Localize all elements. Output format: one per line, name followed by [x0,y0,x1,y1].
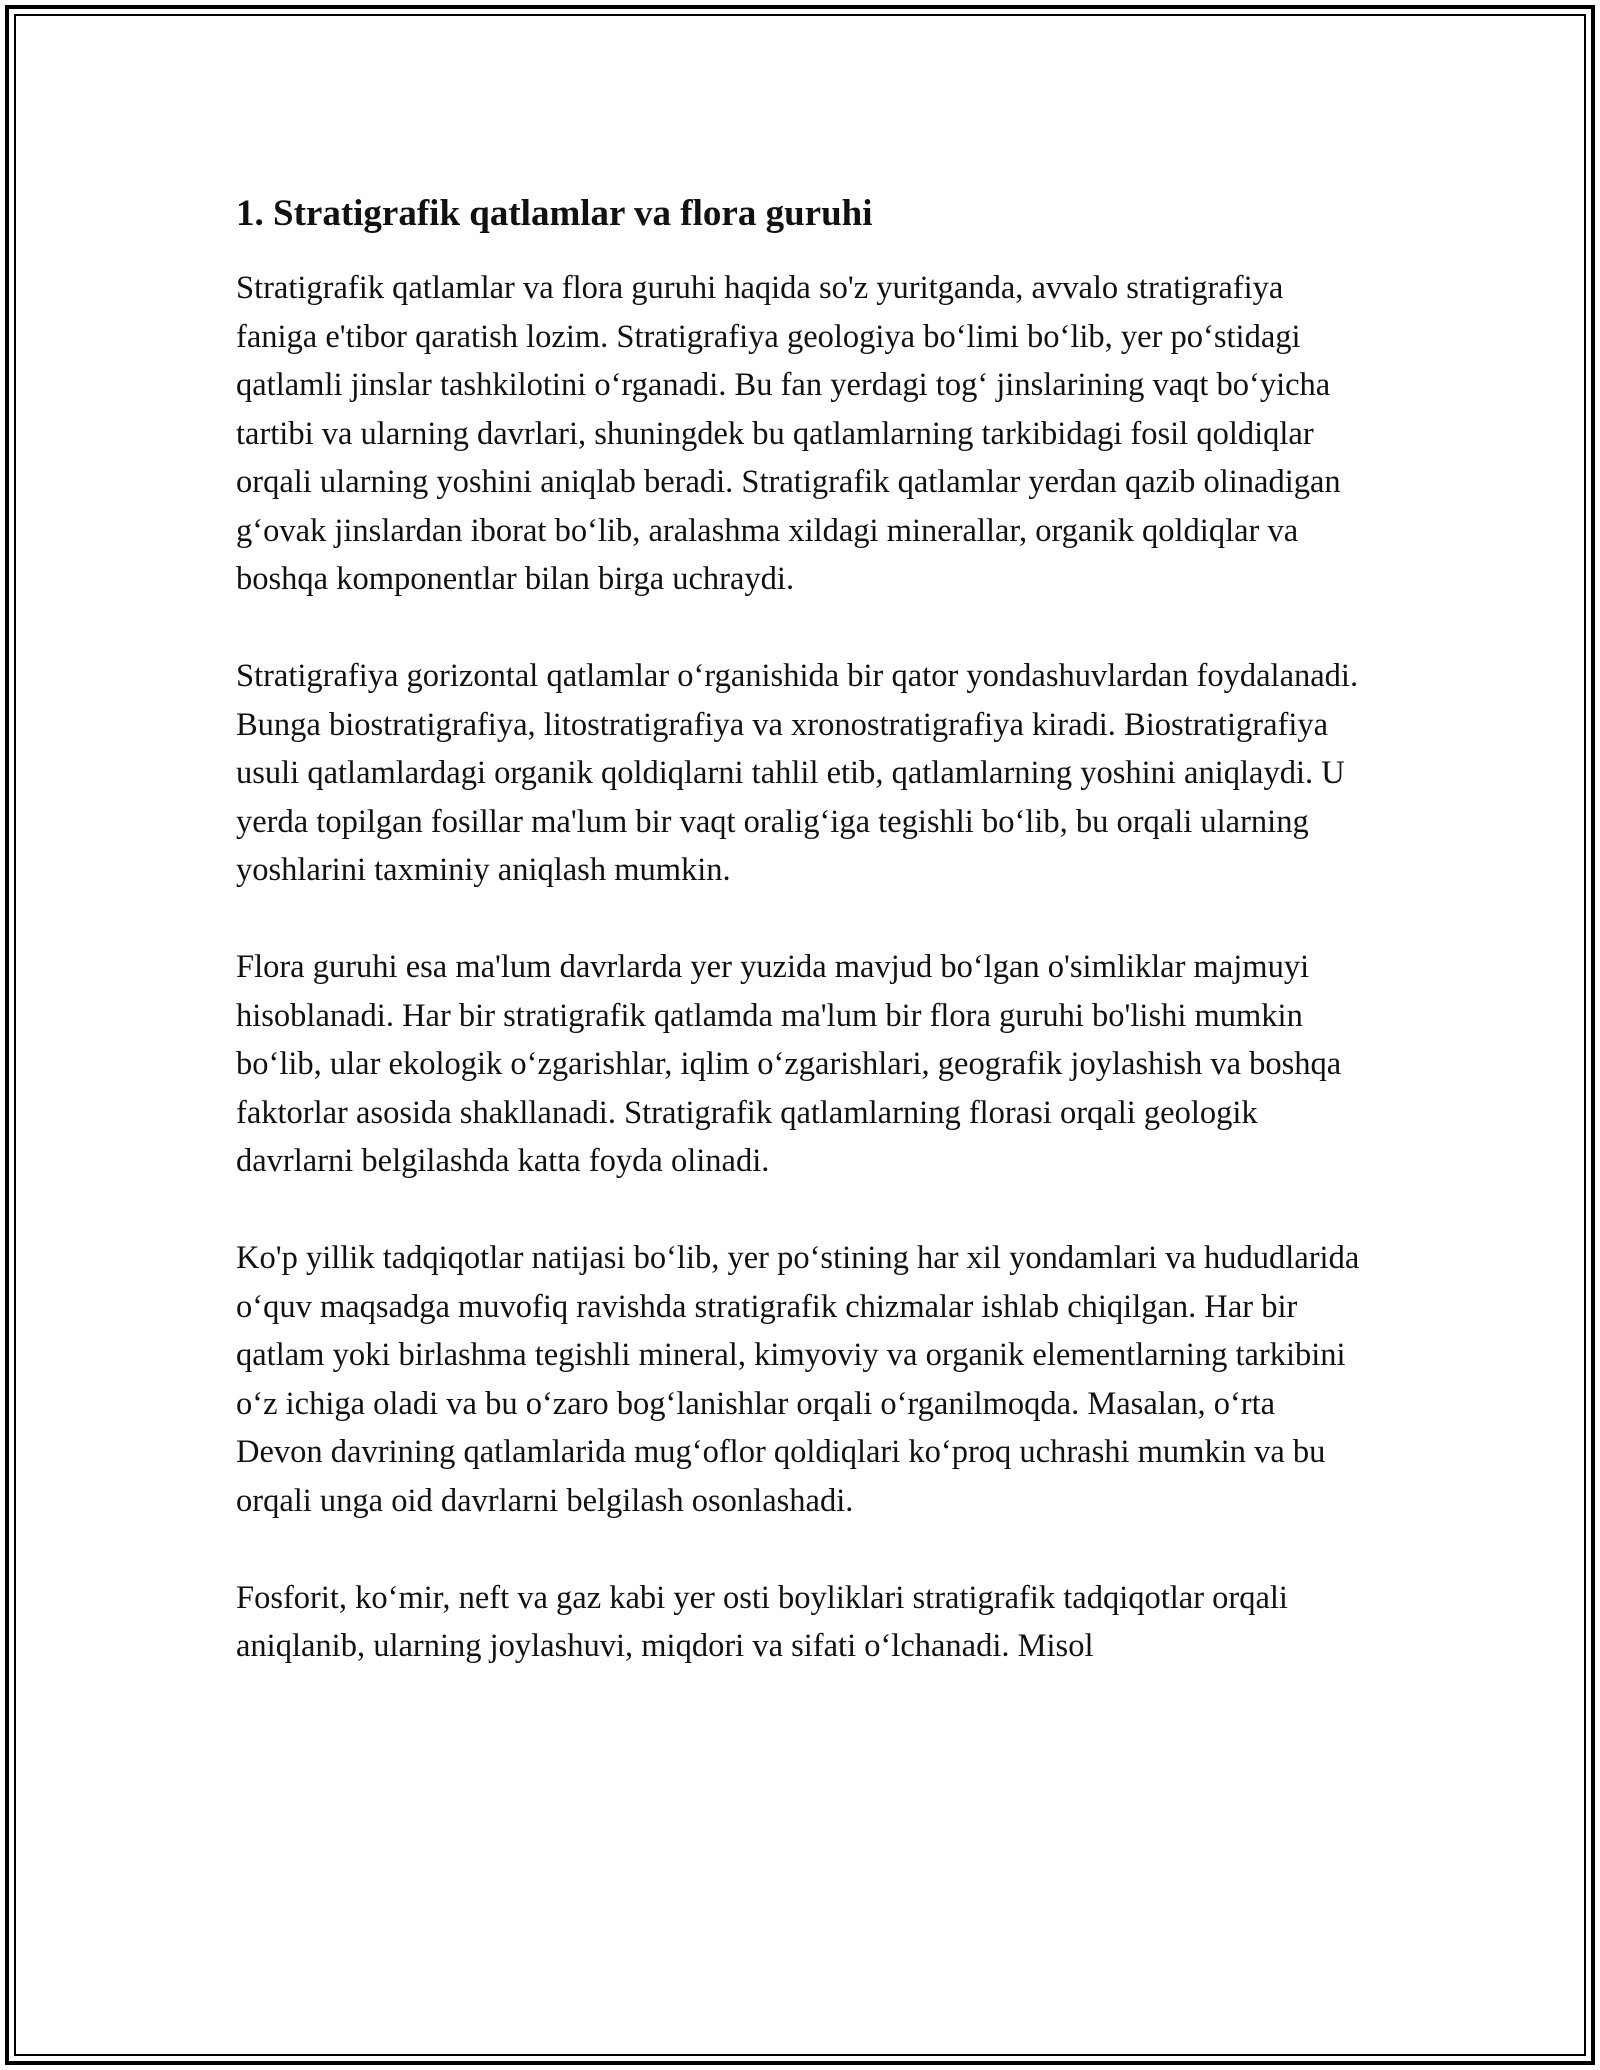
paragraph-4: Ko'p yillik tadqiqotlar natijasi bo‘lib, yer po‘stining har xil yondamlari va hududlarida o‘quv maqsadga muvofiq ravishda stratigrafik chizmalar ishlab chiqilgan. Har bir qatlam yoki birlashma tegishli mineral, kimyoviy va organik elementlarning tarkibini o‘z ichiga oladi va bu o‘zaro bog‘lanishlar orqali o‘rganilmoqda. Masalan, o‘rta Devon davrining qatlamlarida mug‘oflor qoldiqlari ko‘proq uchrashi mumkin va bu orqali unga oid davrlarni belgilash osonlashadi. [236,1240,1360,1519]
paragraph-1: Stratigrafik qatlamlar va flora guruhi haqida so'z yuritganda, avvalo stratigrafiya faniga e'tibor qaratish lozim. Stratigrafiya geologiya bo‘limi bo‘lib, yer po‘stidagi qatlamli jinslar tashkilotini o‘rganadi. Bu fan yerdagi tog‘ jinslarining vaqt bo‘yicha tartibi va ularning davrlari, shuningdek bu qatlamlarning tarkibidagi fosil qoldiqlar orqali ularning yoshini aniqlab beradi. Stratigrafik qatlamlar yerdan qazib olinadigan g‘ovak jinslardan iborat bo‘lib, aralashma xildagi minerallar, organik qoldiqlar va boshqa komponentlar bilan birga uchraydi. [236,270,1341,597]
paragraph-3: Flora guruhi esa ma'lum davrlarda yer yuzida mavjud bo‘lgan o'simliklar majmuyi hisoblanadi. Har bir stratigrafik qatlamda ma'lum bir flora guruhi bo'lishi mumkin bo‘lib, ular ekologik o‘zgarishlar, iqlim o‘zgarishlari, geografik joylashish va boshqa faktorlar asosida shakllanadi. Stratigrafik qatlamlarning florasi orqali geologik davrlarni belgilashda katta foyda olinadi. [236,949,1342,1179]
paragraph-5: Fosforit, ko‘mir, neft va gaz kabi yer osti boyliklari stratigrafik tadqiqotlar orqali aniqlanib, ularning joylashuvi, miqdori va sifati o‘lchanadi. Misol [236,1579,1288,1664]
section-heading: 1. Stratigrafik qatlamlar va flora guruhi [236,193,873,234]
paragraph-2: Stratigrafiya gorizontal qatlamlar o‘rganishida bir qator yondashuvlardan foydalanadi. Bunga biostratigrafiya, litostratigrafiya va xronostratigrafiya kiradi. Biostratigrafiya usuli qatlamlardagi organik qoldiqlarni tahlil etib, qatlamlarning yoshini aniqlaydi. U yerda topilgan fosillar ma'lum bir vaqt oralig‘iga tegishli bo‘lib, bu orqali ularning yoshlarini taxminiy aniqlash mumkin. [236,658,1359,888]
document-body [236,188,1364,1719]
